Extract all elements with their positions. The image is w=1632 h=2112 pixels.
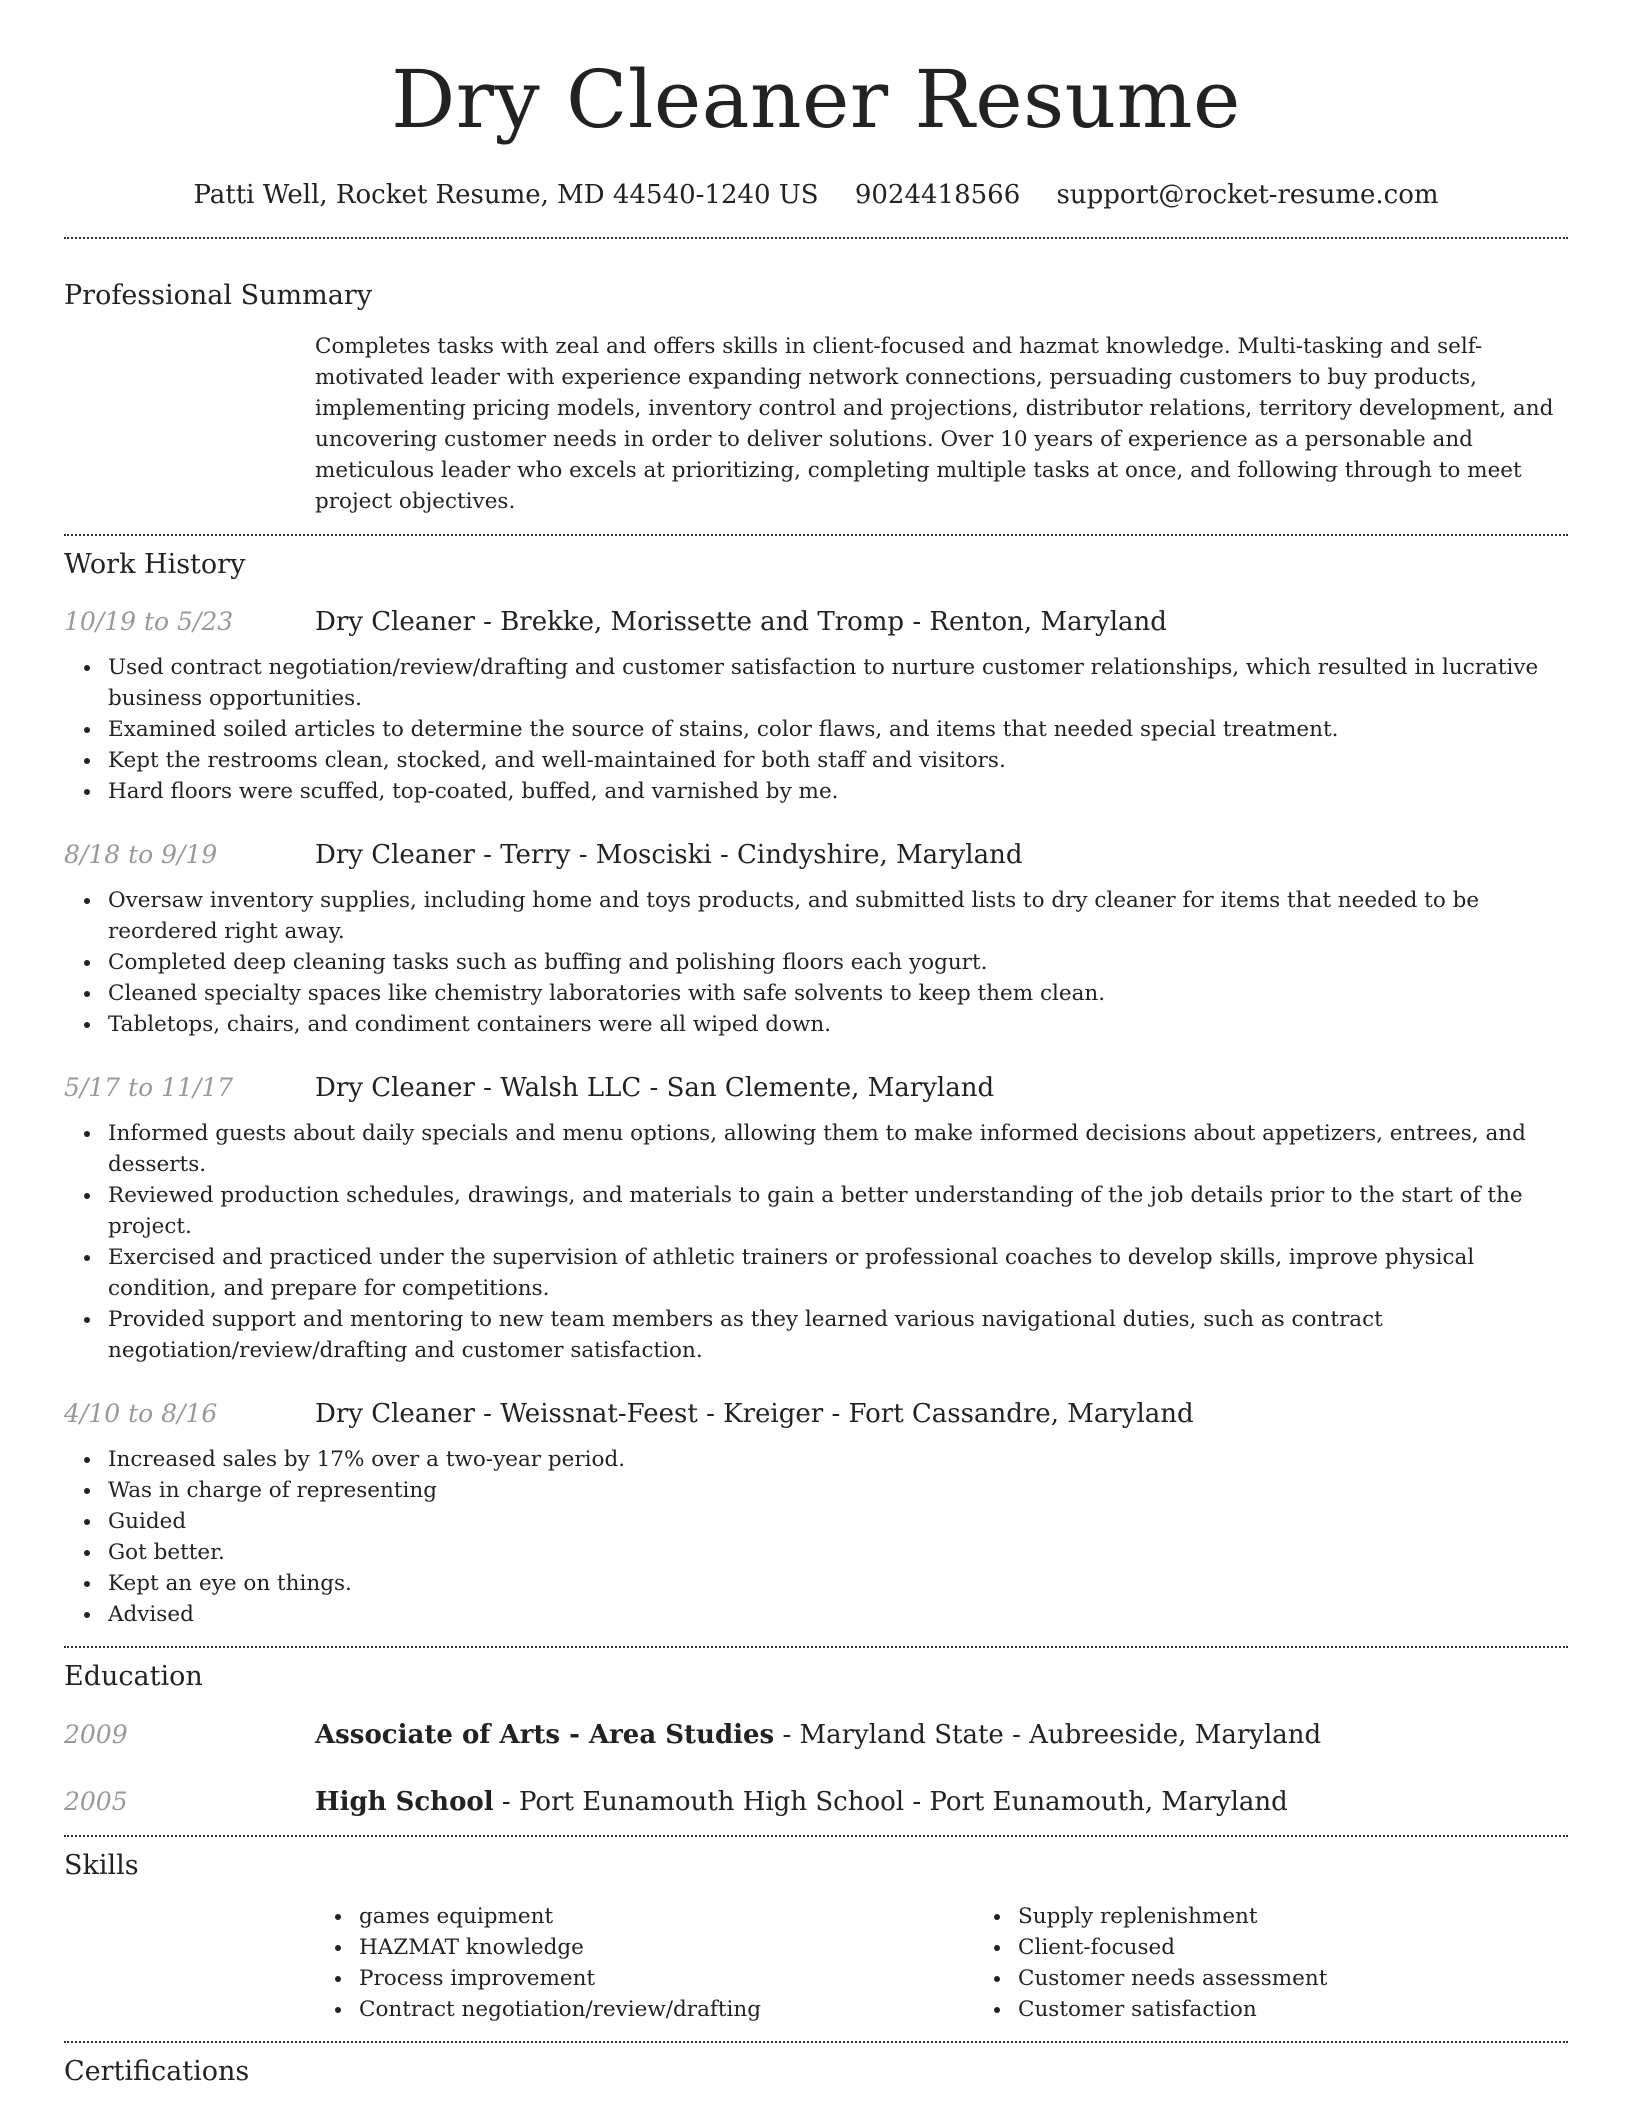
section-title-skills: Skills (64, 1850, 139, 1881)
resume-title: Dry Cleaner Resume (391, 53, 1241, 146)
list-item: games equipment (359, 1901, 974, 1932)
list-item: Used contract negotiation/review/drafting and customer satisfaction to nurture customer relationships, which resulted in lucrative business opportunities. (108, 652, 1568, 714)
job-entry (64, 605, 1568, 807)
job-entry (64, 1071, 1568, 1366)
education-degree: Associate of Arts - Area Studies (315, 1720, 775, 1750)
job-bullets (64, 1118, 1568, 1366)
list-item: Process improvement (359, 1963, 974, 1994)
education-entry (64, 1785, 1568, 1819)
job-bullets (64, 652, 1568, 807)
section-title-summary: Professional Summary (64, 280, 372, 311)
list-item: Contract negotiation/review/drafting (359, 1994, 974, 2025)
job-dates: 4/10 to 8/16 (64, 1399, 218, 1428)
education-details (315, 1718, 1321, 1752)
list-item: Guided (108, 1506, 1568, 1537)
education-degree: High School (315, 1787, 494, 1817)
contact-email: support@rocket-resume.com (1056, 180, 1439, 210)
list-item: Examined soiled articles to determine the source of stains, color flaws, and items that needed special treatment. (108, 714, 1568, 745)
job-entry (64, 1397, 1568, 1630)
job-title: Dry Cleaner - Brekke, Morissette and Tromp - Renton, Maryland (315, 607, 1167, 637)
job-header (64, 1397, 1568, 1431)
education-school: - Port Eunamouth High School - Port Eunamouth, Maryland (493, 1787, 1288, 1817)
summary-text: Completes tasks with zeal and offers skills in client-focused and hazmat knowledge. Multi-tasking and self-motivated leader with experience expanding network connections, persuading customers to buy products, implementing pricing models, inventory control and projections, distributor relations, territory development, and uncovering customer needs in order to deliver solutions. Over 10 years of experience as a personable and meticulous leader who excels at prioritizing, completing multiple tasks at once, and following through to meet project objectives. (315, 334, 1554, 514)
list-item: HAZMAT knowledge (359, 1932, 974, 1963)
job-bullets (64, 885, 1568, 1040)
section-divider (64, 237, 1568, 239)
skills-column-right (974, 1901, 1632, 2025)
education-school: - Maryland State - Aubreeside, Maryland (774, 1720, 1322, 1750)
list-item: Hard floors were scuffed, top-coated, buffed, and varnished by me. (108, 776, 1568, 807)
contact-address: Patti Well, Rocket Resume, MD 44540-1240 US (193, 180, 819, 210)
education-entry (64, 1718, 1568, 1752)
list-item: Advised (108, 1599, 1568, 1630)
section-title-work-history: Work History (64, 549, 246, 580)
section-divider (64, 2041, 1568, 2043)
contact-phone: 9024418566 (854, 180, 1021, 210)
job-title: Dry Cleaner - Walsh LLC - San Clemente, Maryland (315, 1073, 995, 1103)
list-item: Provided support and mentoring to new team members as they learned various navigational duties, such as contract negotiation/review/drafting and customer satisfaction. (108, 1304, 1568, 1366)
list-item: Cleaned specialty spaces like chemistry laboratories with safe solvents to keep them clean. (108, 978, 1568, 1009)
job-bullets (64, 1444, 1568, 1630)
section-title-certifications: Certifications (64, 2056, 250, 2087)
job-dates: 8/18 to 9/19 (64, 840, 218, 869)
list-item: Exercised and practiced under the supervision of athletic trainers or professional coaches to develop skills, improve physical condition, and prepare for competitions. (108, 1242, 1568, 1304)
list-item: Oversaw inventory supplies, including home and toys products, and submitted lists to dry cleaner for items that needed to be reordered right away. (108, 885, 1568, 947)
list-item: Completed deep cleaning tasks such as buffing and polishing floors each yogurt. (108, 947, 1568, 978)
education-year: 2009 (64, 1720, 128, 1749)
list-item: Customer needs assessment (1018, 1963, 1632, 1994)
list-item: Kept the restrooms clean, stocked, and well-maintained for both staff and visitors. (108, 745, 1568, 776)
list-item: Supply replenishment (1018, 1901, 1632, 1932)
job-entry (64, 838, 1568, 1040)
job-header (64, 1071, 1568, 1105)
skills-list (315, 1901, 1568, 2025)
skills-column-left (315, 1901, 974, 2025)
list-item: Kept an eye on things. (108, 1568, 1568, 1599)
list-item: Tabletops, chairs, and condiment containers were all wiped down. (108, 1009, 1568, 1040)
list-item: Got better. (108, 1537, 1568, 1568)
section-divider (64, 1646, 1568, 1648)
section-title-education: Education (64, 1661, 203, 1692)
list-item: Informed guests about daily specials and menu options, allowing them to make informed decisions about appetizers, entrees, and desserts. (108, 1118, 1568, 1180)
job-title: Dry Cleaner - Weissnat-Feest - Kreiger - Fort Cassandre, Maryland (315, 1399, 1194, 1429)
job-header (64, 838, 1568, 872)
list-item: Was in charge of representing (108, 1475, 1568, 1506)
job-header (64, 605, 1568, 639)
job-dates: 10/19 to 5/23 (64, 607, 234, 636)
contact-line (64, 178, 1568, 212)
list-item: Customer satisfaction (1018, 1994, 1632, 2025)
section-divider (64, 1835, 1568, 1837)
education-details (315, 1785, 1288, 1819)
section-divider (64, 534, 1568, 536)
list-item: Client-focused (1018, 1932, 1632, 1963)
job-dates: 5/17 to 11/17 (64, 1073, 234, 1102)
list-item: Increased sales by 17% over a two-year period. (108, 1444, 1568, 1475)
job-title: Dry Cleaner - Terry - Mosciski - Cindyshire, Maryland (315, 840, 1023, 870)
list-item: Reviewed production schedules, drawings, and materials to gain a better understanding of the job details prior to the start of the project. (108, 1180, 1568, 1242)
education-year: 2005 (64, 1787, 128, 1816)
